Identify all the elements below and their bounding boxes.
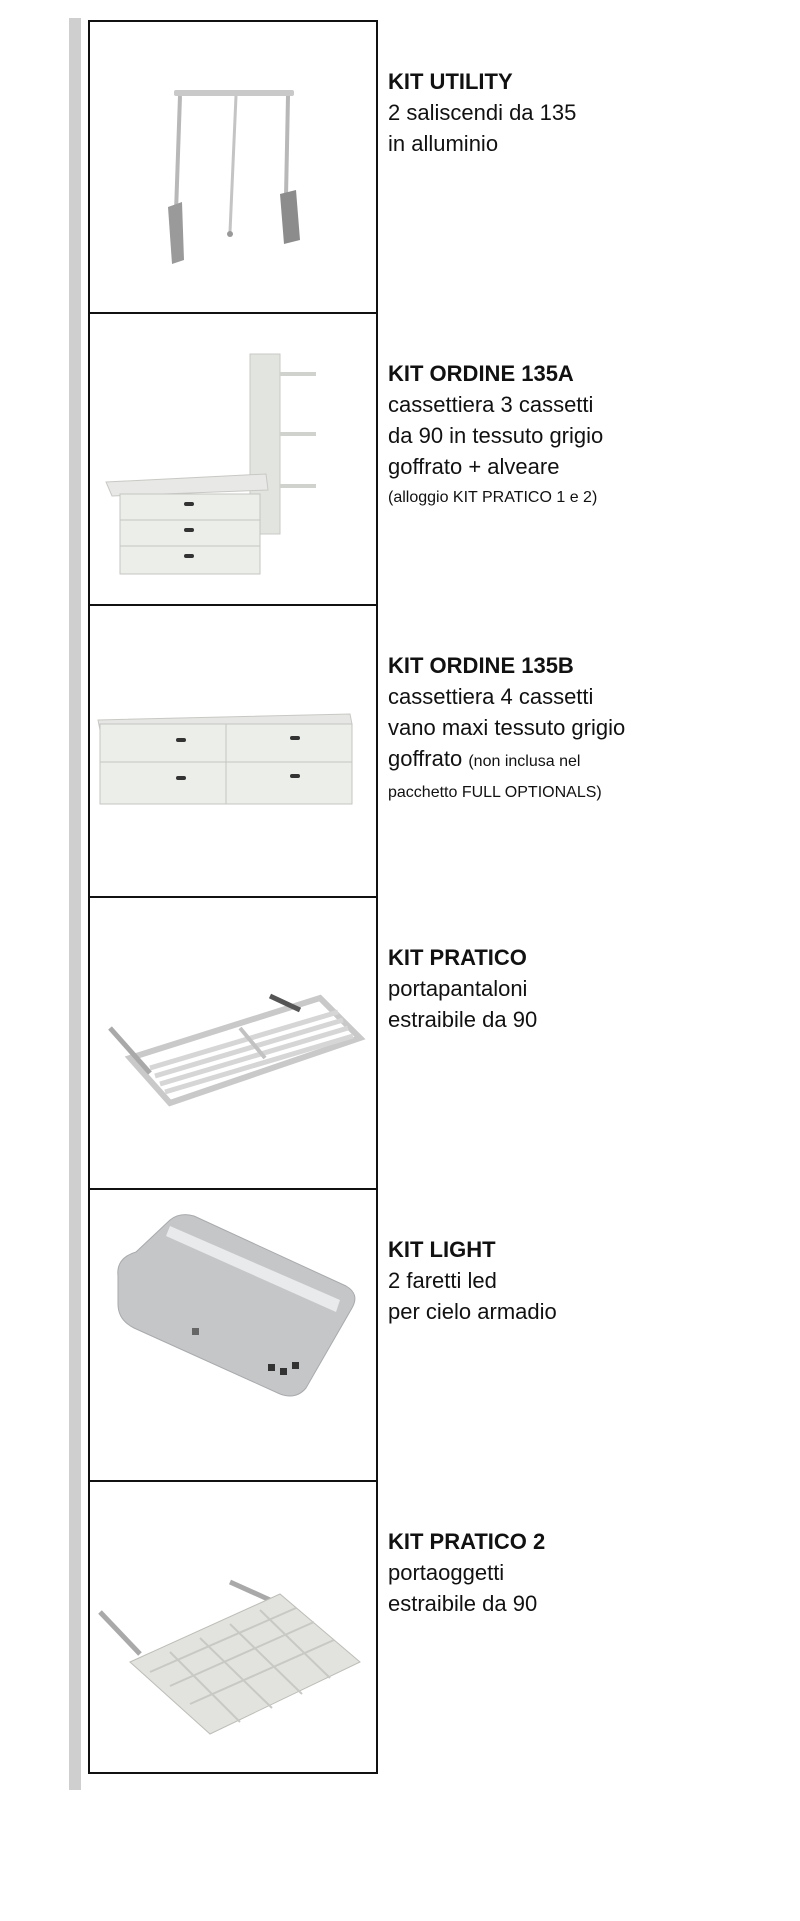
item-description [388,650,688,808]
kit-catalog [88,20,688,1772]
four-drawer-unit-icon [90,606,376,896]
drawer-unit-icon [90,314,376,604]
item-line-with-note [388,743,688,777]
item-title: KIT PRATICO 2 [388,1529,546,1554]
item-line: portapantaloni [388,976,528,1001]
list-item [88,896,688,1188]
item-line: 2 saliscendi da 135 [388,100,577,125]
item-line: vano maxi tessuto grigio [388,715,626,740]
product-image [88,604,378,896]
item-line: estraibile da 90 [388,1007,538,1032]
item-line-text: goffrato [388,746,463,771]
list-item [88,1188,688,1480]
list-item [88,20,688,312]
list-item [88,604,688,896]
item-title: KIT PRATICO [388,945,527,970]
item-description [388,1234,688,1327]
pull-down-rail-icon [90,22,376,312]
item-line: estraibile da 90 [388,1591,538,1616]
item-line: in alluminio [388,131,499,156]
trouser-rack-icon [90,898,376,1188]
item-line: da 90 in tessuto grigio [388,423,604,448]
item-line: goffrato + alveare [388,454,560,479]
item-line: portaoggetti [388,1560,505,1585]
product-image [88,896,378,1188]
item-title: KIT LIGHT [388,1237,496,1262]
led-light-icon [90,1190,376,1480]
item-title: KIT ORDINE 135B [388,653,574,678]
item-description [388,66,688,159]
item-note: (non inclusa nel [468,753,581,770]
item-line: cassettiera 4 cassetti [388,684,594,709]
list-item [88,312,688,604]
organizer-tray-icon [90,1482,376,1772]
item-description [388,942,688,1035]
left-border-bar [69,18,81,1790]
item-note: (alloggio KIT PRATICO 1 e 2) [388,489,598,506]
item-description [388,1526,688,1619]
item-title: KIT ORDINE 135A [388,361,574,386]
product-image [88,1188,378,1480]
product-image [88,20,378,312]
item-note: pacchetto FULL OPTIONALS) [388,784,602,801]
product-image [88,1480,378,1774]
list-item [88,1480,688,1772]
item-line: 2 faretti led [388,1268,497,1293]
item-line: per cielo armadio [388,1299,557,1324]
item-title: KIT UTILITY [388,69,513,94]
item-description [388,358,688,513]
item-line: cassettiera 3 cassetti [388,392,594,417]
product-image [88,312,378,604]
